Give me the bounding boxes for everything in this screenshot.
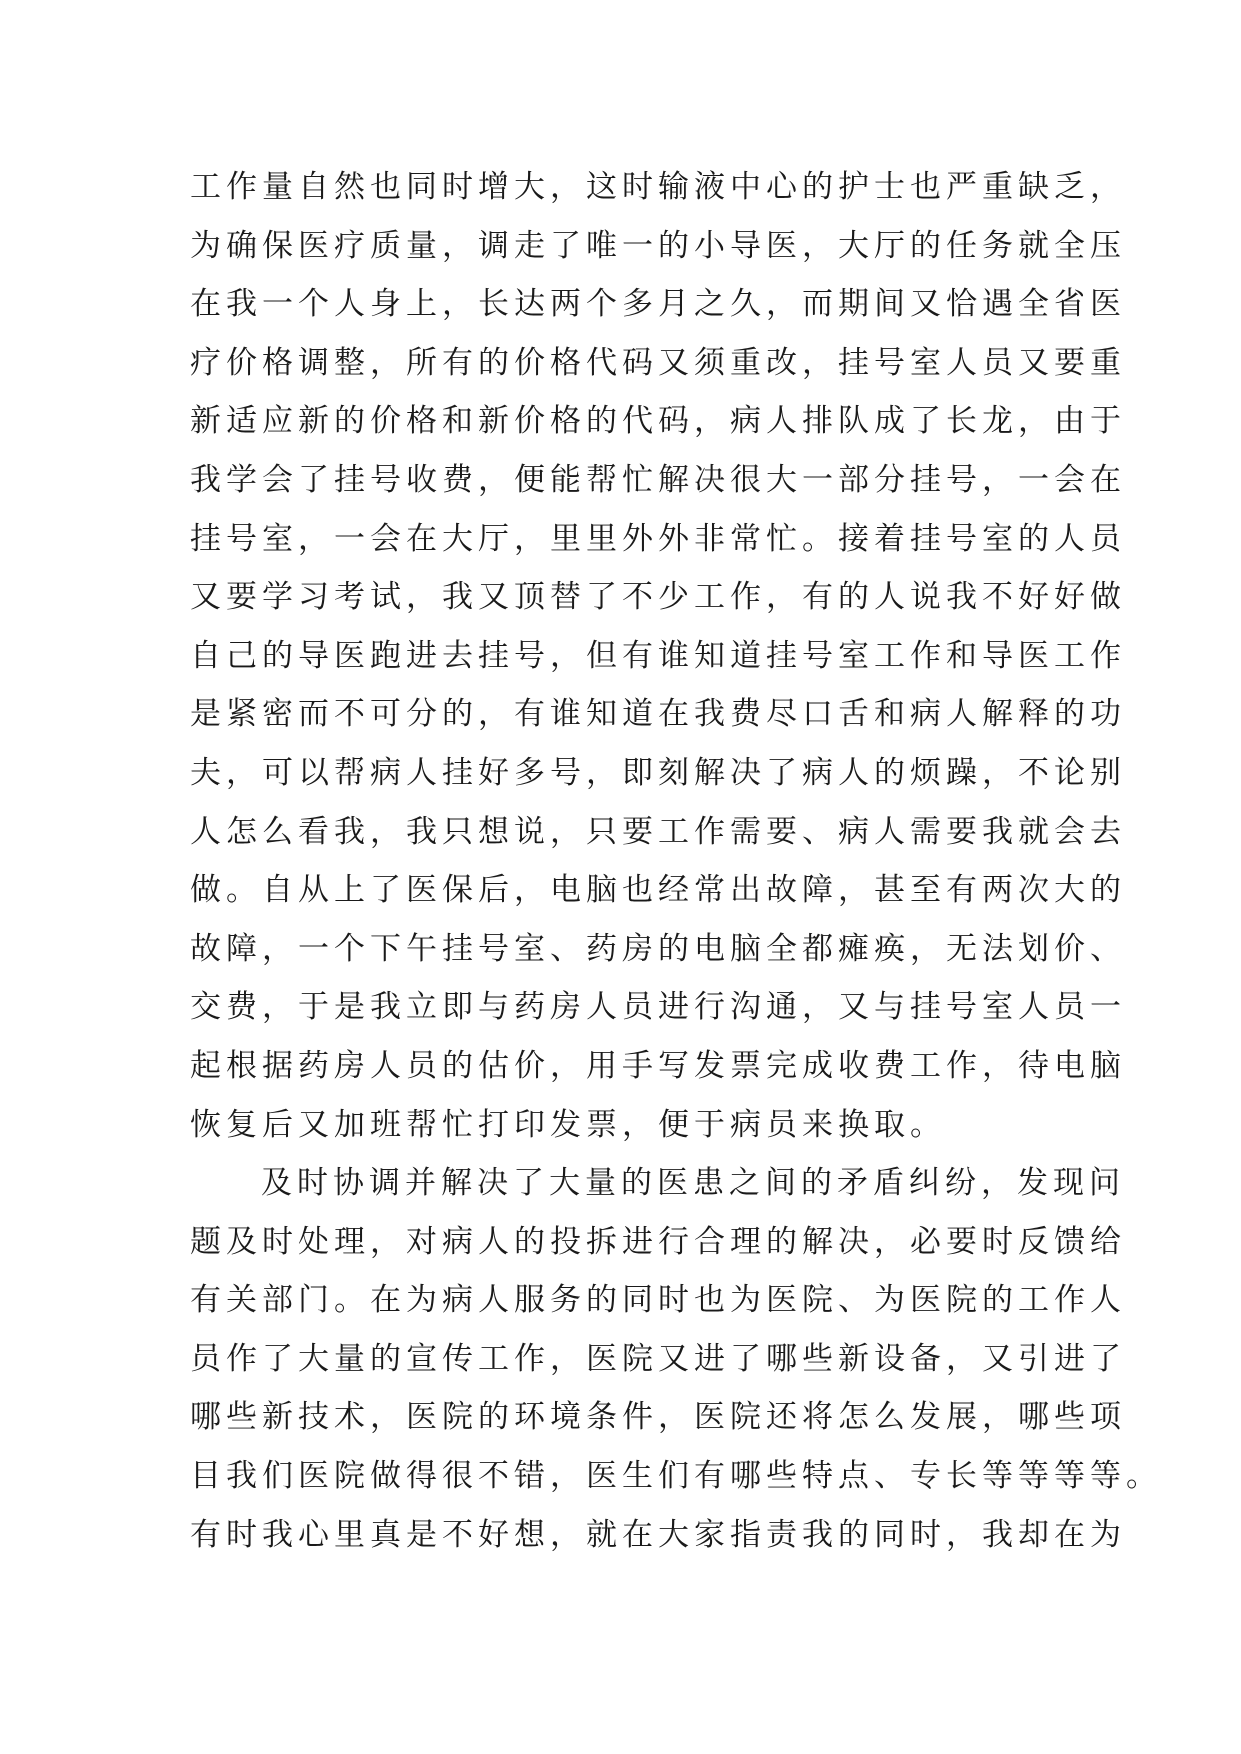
text-line: 夫，可以帮病人挂好多号，即刻解决了病人的烦躁，不论别 [190, 754, 1126, 791]
text-line: 人怎么看我，我只想说，只要工作需要、病人需要我就会去 [190, 813, 1126, 850]
text-line: 故障，一个下午挂号室、药房的电脑全都瘫痪，无法划价、 [190, 930, 1126, 967]
text-line: 起根据药房人员的估价，用手写发票完成收费工作，待电脑 [190, 1047, 1126, 1084]
text-line: 有关部门。在为病人服务的同时也为医院、为医院的工作人 [190, 1282, 1126, 1319]
paragraph-first-line: 及时协调并解决了大量的医患之间的矛盾纠纷，发现问 [261, 1165, 1125, 1202]
text-line: 恢复后又加班帮忙打印发票，便于病员来换取。 [190, 1106, 946, 1143]
text-line: 我学会了挂号收费，便能帮忙解决很大一部分挂号，一会在 [190, 461, 1126, 498]
text-line: 挂号室，一会在大厅，里里外外非常忙。接着挂号室的人员 [190, 520, 1126, 557]
text-line: 在我一个人身上，长达两个多月之久，而期间又恰遇全省医 [190, 286, 1126, 323]
text-line: 交费，于是我立即与药房人员进行沟通，又与挂号室人员一 [190, 989, 1126, 1026]
text-line: 疗价格调整，所有的价格代码又须重改，挂号室人员又要重 [190, 344, 1126, 381]
text-line: 又要学习考试，我又顶替了不少工作，有的人说我不好好做 [190, 579, 1126, 616]
text-line: 员作了大量的宣传工作，医院又进了哪些新设备，又引进了 [190, 1340, 1126, 1377]
text-line: 工作量自然也同时增大，这时输液中心的护士也严重缺乏， [190, 169, 1126, 205]
text-line: 题及时处理，对病人的投拆进行合理的解决，必要时反馈给 [190, 1223, 1126, 1260]
text-line: 目我们医院做得很不错，医生们有哪些特点、专长等等等等。 [190, 1458, 1162, 1495]
text-line: 哪些新技术，医院的环境条件，医院还将怎么发展，哪些项 [190, 1399, 1126, 1436]
text-line: 自己的导医跑进去挂号，但有谁知道挂号室工作和导医工作 [190, 637, 1126, 674]
text-line: 新适应新的价格和新价格的代码，病人排队成了长龙，由于 [190, 403, 1126, 440]
body-text [190, 158, 1162, 1564]
text-line: 为确保医疗质量，调走了唯一的小导医，大厅的任务就全压 [190, 227, 1126, 264]
text-line: 有时我心里真是不好想，就在大家指责我的同时，我却在为 [190, 1516, 1126, 1553]
text-line: 做。自从上了医保后，电脑也经常出故障，甚至有两次大的 [190, 872, 1126, 909]
text-line: 是紧密而不可分的，有谁知道在我费尽口舌和病人解释的功 [190, 696, 1126, 733]
